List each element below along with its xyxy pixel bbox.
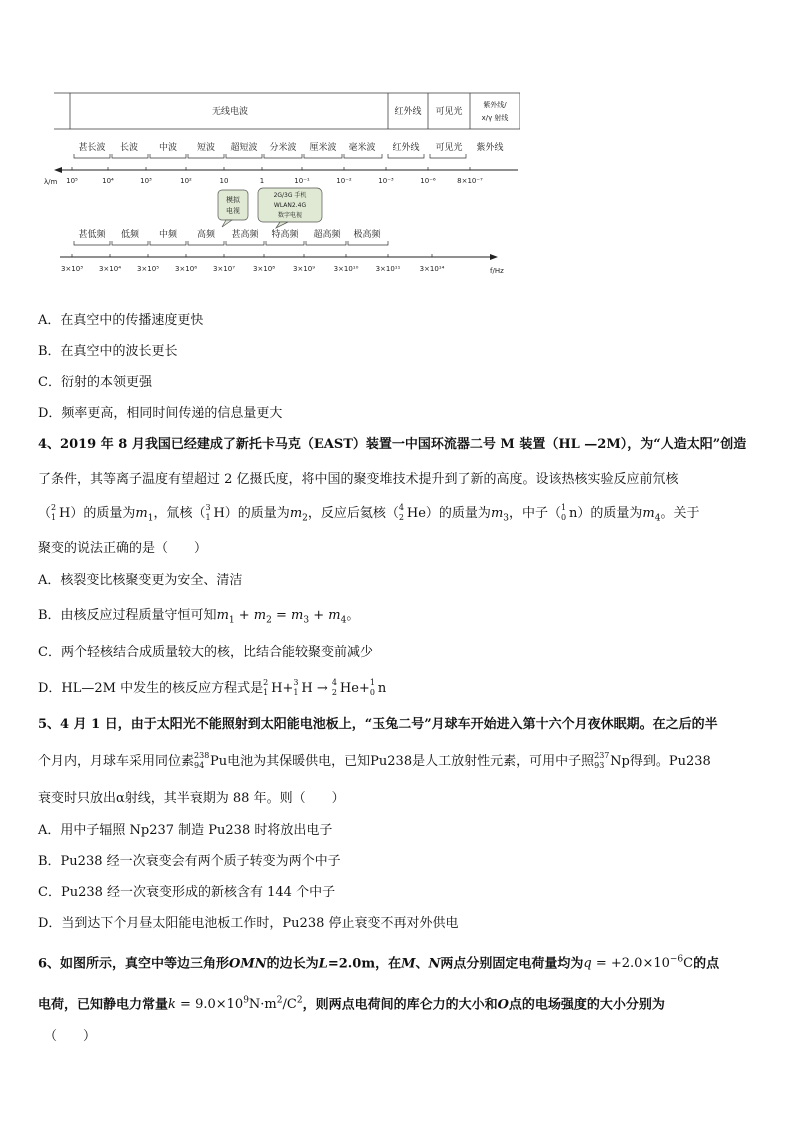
band-visible: 可见光 [435,107,463,117]
callout-tv [218,190,248,227]
wave-name-10: 紫外线 [476,143,504,153]
band-uv-2: x/γ 射线 [481,114,509,122]
lambda-tick-10: 8×10⁻⁷ [457,177,483,185]
q4-option-b: B．由核反应过程质量守恒可知$m_1 + m_2 = m_3 + m_4$。 [38,608,360,626]
q5-stem-line3: 衰变时只放出α射线，其半衰期为 88 年。则（ ） [38,791,345,806]
callout-tv-1: 模拟 [226,196,240,204]
q4-stem-line2: 了条件，其等离子温度有望超过 2 亿摄氏度，将中国的聚变堆技术提升到了新的高度。设该热核实验反应前氘核 [38,472,679,487]
q4-stem-line1: 4、2019 年 8 月我国已经建成了新托卡马克（EAST）装置一中国环流器二号 M 装置（HL —2M），为“人造太阳”创造 [38,437,747,452]
q3-option-c: C．衍射的本领更强 [38,375,152,390]
wave-name-1: 长波 [119,143,139,153]
lambda-label: λ/m [44,178,58,186]
freq-label: f/Hz [490,267,504,275]
freq-name-7: 极高频 [353,230,381,240]
q3-option-d: D．频率更高，相同时间传递的信息量更大 [38,406,283,421]
q6-stem-line2: 电荷，已知静电力常量$k = 9.0\times 10^9N\cdot m^2/C^2$，则两点电荷间的库仑力的大小和O点的电场强度的大小分别为 [38,996,665,1013]
freq-ticks [61,265,445,273]
em-spectrum-figure [40,90,520,290]
q6-stem-line1: 6、如图所示，真空中等边三角形OMN的边长为L=2.0m，在M、N两点分别固定电荷量均为$q = +2.0\times 10^{-6}C$的点 [38,955,720,972]
freq-name-row [78,228,381,240]
lambda-tick-2: 10³ [140,177,152,185]
lambda-tick-4: 10 [219,177,229,185]
callout-tv-2: 电视 [226,207,240,215]
freq-tick-7: 3×10¹⁰ [333,265,359,273]
lambda-tick-0: 10⁵ [66,177,78,185]
lambda-tick-7: 10⁻² [336,177,352,185]
callout-phone-3: 数字电视 [277,212,303,219]
lambda-tick-8: 10⁻³ [378,177,394,185]
freq-tick-6: 3×10⁹ [292,265,316,273]
band-radio: 无线电波 [211,107,249,117]
q5-option-c: C．Pu238 经一次衰变形成的新核含有 144 个中子 [38,885,336,900]
q5-option-d: D．当到达下个月昼太阳能电池板工作时，Pu238 停止衰变不再对外供电 [38,916,459,931]
lambda-tick-9: 10⁻⁶ [420,177,436,185]
band-infrared: 红外线 [394,107,422,117]
q5-stem-line2: 个月内，月球车采用同位素 238 94 Pu电池为其保暖供电，已知Pu238是人工放射性元素，可用中子照 237 93 Np得到。Pu238 [38,751,711,770]
lambda-tick-6: 10⁻¹ [294,177,310,185]
callout-phone-1: 2G/3G 手机 [273,192,307,199]
freq-tick-2: 3×10⁵ [136,265,160,273]
wave-name-3: 短波 [196,143,216,153]
wave-name-4: 超短波 [230,143,258,153]
q5-option-b: B．Pu238 经一次衰变会有两个质子转变为两个中子 [38,854,341,869]
wave-name-6: 厘米波 [309,143,337,153]
q4-option-c: C．两个轻核结合成质量较大的核，比结合能较聚变前减少 [38,645,373,660]
freq-name-6: 超高频 [313,230,341,240]
freq-tick-9: 3×10¹⁴ [419,265,445,273]
wave-name-7: 毫米波 [348,143,376,153]
wave-name-0: 甚长波 [78,143,106,153]
freq-tick-4: 3×10⁷ [212,265,236,273]
q4-stem-line4: 聚变的说法正确的是（ ） [38,541,208,556]
wave-name-5: 分米波 [269,143,297,153]
em-spectrum-svg [40,90,520,290]
q4-option-d: D．HL—2M 中发生的核反应方程式是 2 1 H+ 3 1 H → 4 2 He+ 1 0 n [38,678,387,697]
freq-name-2: 中频 [158,230,178,240]
freq-tick-3: 3×10⁶ [174,265,198,273]
q3-option-a: A．在真空中的传播速度更快 [38,313,204,328]
callout-phone-2: WLAN2.4G [273,202,307,209]
freq-tick-0: 3×10³ [60,265,84,273]
band-uv-1: 紫外线/ [483,101,507,109]
lambda-ticks [66,177,483,185]
q5-stem-line1: 5、4 月 1 日，由于太阳光不能照射到太阳能电池板上，“玉兔二号”月球车开始进入第十六个月夜休眠期。在之后的半 [38,717,718,732]
q4-stem-line3: （ 2 1 H）的质量为$m_1$，氚核（ 3 1 H）的质量为$m_2$，反应后氦核（ 4 2 He）的质量为$m_3$，中子（ 1 0 n）的质量为$m_4$。关于 [38,503,700,524]
wave-name-2: 中波 [158,143,178,153]
wave-name-9: 可见光 [435,143,463,153]
freq-name-1: 低频 [120,230,140,240]
q6-answer-blank: （ ） [44,1029,97,1044]
freq-name-4: 甚高频 [231,230,259,240]
q5-option-a: A．用中子辐照 Np237 制造 Pu238 时将放出电子 [38,823,333,838]
wave-name-row [78,141,503,153]
wave-name-8: 红外线 [392,143,420,153]
freq-tick-5: 3×10⁸ [252,265,276,273]
lambda-tick-1: 10⁴ [102,177,114,185]
lambda-tick-3: 10² [180,177,192,185]
freq-tick-1: 3×10⁴ [98,265,122,273]
callout-phone [258,188,322,228]
freq-tick-8: 3×10¹¹ [375,265,401,273]
lambda-tick-5: 1 [259,177,265,185]
freq-name-5: 特高频 [271,230,299,240]
q4-option-a: A．核裂变比核聚变更为安全、清洁 [38,573,243,588]
q3-option-b: B．在真空中的波长更长 [38,344,178,359]
freq-name-3: 高频 [196,230,216,240]
freq-name-0: 甚低频 [78,230,106,240]
